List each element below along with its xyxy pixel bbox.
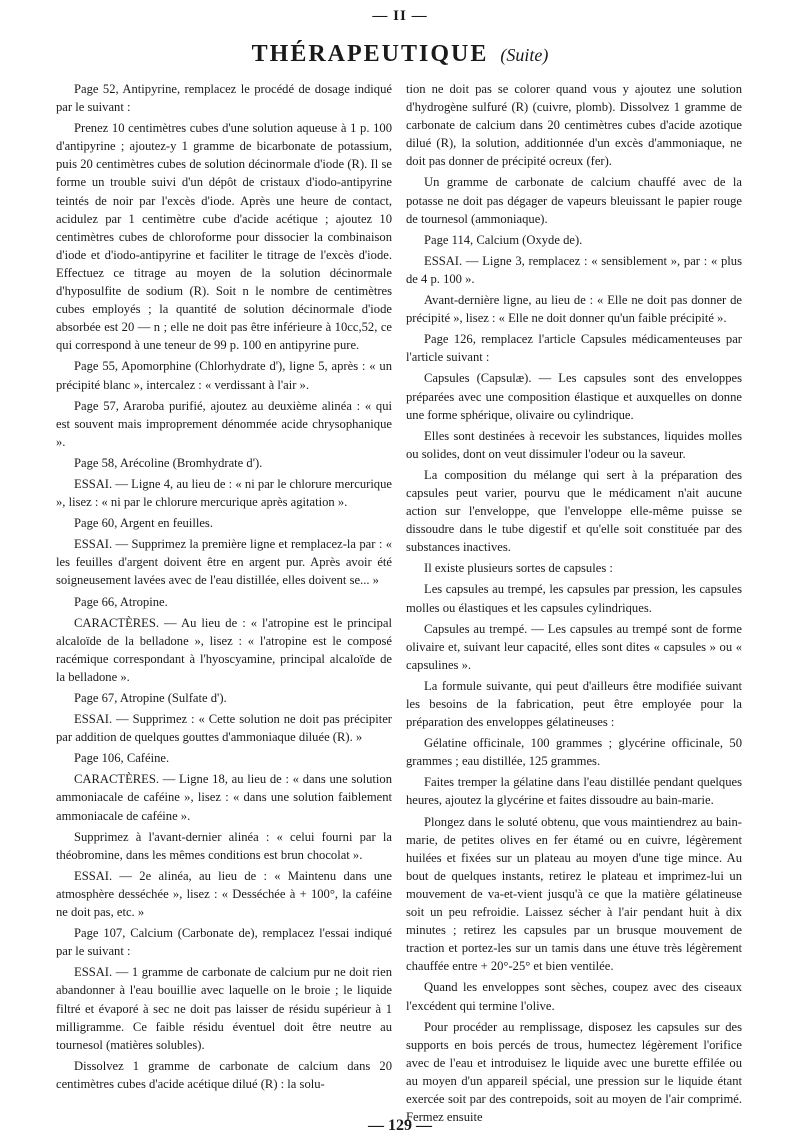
section-title: THÉRAPEUTIQUE	[251, 41, 489, 67]
section-suite: (Suite)	[500, 45, 549, 65]
paragraph: Dissolvez 1 gramme de carbonate de calcium dans 20 centimètres cubes d'acide acétique dilué (R) : la solu-	[56, 1058, 392, 1091]
page-number: — 129 —	[368, 1117, 432, 1134]
paragraph: La formule suivante, qui peut d'ailleurs être modifiée suivant les besoins de la fabrication, peut être employée pour la préparation des enveloppes gélatineuses :	[406, 678, 742, 730]
paragraph: Gélatine officinale, 100 grammes ; glycérine officinale, 50 grammes ; eau distillée, 125 grammes.	[406, 736, 742, 769]
paragraph: La composition du mélange qui sert à la préparation des capsules peut varier, pourvu que le médicament n'ait aucune action sur l'enveloppe, que l'enveloppe elle-même puisse se dissoudre dans le tube digestif et qu'elle soit constituée par des substances inactives.	[406, 467, 742, 555]
paragraph: Supprimez à l'avant-dernier alinéa : « celui fourni par la théobromine, dans les mêmes conditions est brun chocolat ».	[56, 829, 392, 862]
left-column	[56, 80, 392, 1096]
paragraph: ESSAI. — Ligne 4, au lieu de : « ni par le chlorure mercurique », lisez : « ni par le chlorure mercurique après agitation ».	[56, 476, 392, 510]
paragraph: Page 58, Arécoline (Bromhydrate d').	[74, 455, 263, 470]
paragraph: Page 114, Calcium (Oxyde de).	[424, 232, 583, 247]
paragraph: Page 57, Araroba purifié, ajoutez au deuxième alinéa : « qui est souvent mais improprement dénommée acide chrysophanique ».	[56, 398, 392, 449]
paragraph: Page 107, Calcium (Carbonate de), remplacez l'essai indiqué par le suivant :	[56, 926, 392, 959]
paragraph: Elles sont destinées à recevoir les substances, liquides molles ou solides, dont on veut dissimuler l'odeur ou la saveur.	[406, 428, 742, 461]
paragraph: ESSAI. — Ligne 3, remplacez : « sensiblement », par : « plus de 4 p. 100 ».	[406, 253, 742, 286]
paragraph: tion ne doit pas se colorer quand vous y ajoutez une solution d'hydrogène sulfuré (R) (cuivre, plomb). Dissolvez 1 gramme de carbonate de calcium dans 20 centimètres cubes d'acide azotique dilué (R), la solution, additionnée d'un excès d'ammoniaque, ne doit pas donner de précipité ocreux (fer).	[406, 82, 742, 169]
paragraph: Page 55, Apomorphine (Chlorhydrate d'), ligne 5, après : « un précipité blanc », intercalez : « verdissant à l'air ».	[56, 359, 392, 392]
paragraph: Quand les enveloppes sont sèches, coupez avec des ciseaux l'excédent qui termine l'olive.	[406, 980, 742, 1013]
paragraph: Plongez dans le soluté obtenu, que vous maintiendrez au bain-marie, de petites olives en fer étamé ou en cuivre, légèrement huilées et fixées sur un plateau au moyen d'une tige mince. Au bout de quelques instants, retirez le plateau et imprimez-lui un mouvement de va-et-vient jusqu'à ce que la matière gélatineuse soit un peu refroidie. Laissez sécher à l'air pendant huit à dix minutes ; retirez les capsules par un brusque mouvement de traction et portez-les sur un tamis dans une étuve très légèrement chauffée entre + 20°-25° et bien ventilée.	[406, 814, 742, 974]
paragraph: Page 66, Atropine.	[74, 594, 168, 609]
paragraph: Page 52, Antipyrine, remplacez le procédé de dosage indiqué par le suivant :	[56, 82, 392, 115]
paragraph: Il existe plusieurs sortes de capsules :	[424, 561, 613, 576]
paragraph: CARACTÈRES. — Au lieu de : « l'atropine est le principal alcaloïde de la belladone », lisez : « l'atropine est le composé racémique correspondant à l'hyoscyamine, principal alcaloïde de la belladone ».	[56, 615, 392, 684]
paragraph: Les capsules au trempé, les capsules par pression, les capsules molles ou élastiques et les capsules cylindriques.	[406, 582, 742, 615]
paragraph: Faites tremper la gélatine dans l'eau distillée pendant quelques heures, ajoutez la glycérine et faites dissoudre au bain-marie.	[406, 775, 742, 808]
paragraph: Page 60, Argent en feuilles.	[74, 516, 213, 531]
paragraph: Pour procéder au remplissage, disposez les capsules sur des supports en bois percés de trous, humectez légèrement l'orifice avec de l'eau et introduisez le liquide avec une burette effilée ou au moyen d'un appareil spécial, une pression sur le liquide étant exercée soit par des contrepoids, soit au moyen de l'air comprimé. Fermez ensuite	[406, 1019, 742, 1125]
paragraph: CARACTÈRES. — Ligne 18, au lieu de : « dans une solution ammoniacale de caféine », lisez : « dans une solution faiblement ammoniacale de caféine ».	[56, 772, 392, 823]
paragraph: ESSAI. — Supprimez la première ligne et remplacez-la par : « les feuilles d'argent doivent être en argent pur. Après avoir été soigneusement lavées avec de l'eau distillée, elles doivent se... »	[56, 537, 392, 588]
paragraph: Capsules (Capsulæ). — Les capsules sont des enveloppes préparées avec une composition élastique et auxquelles on donne une forme sphérique, olivaire ou cylindrique.	[406, 371, 742, 422]
paragraph: Page 67, Atropine (Sulfate d').	[74, 691, 227, 705]
paragraph: Avant-dernière ligne, au lieu de : « Elle ne doit pas donner de précipité », lisez : « Elle ne doit donner qu'un faible précipité ».	[406, 293, 742, 326]
paragraph: ESSAI. — 2e alinéa, au lieu de : « Maintenu dans une atmosphère desséchée », lisez : « Desséchée à + 100°, la caféine ne doit pas, etc. »	[56, 868, 392, 920]
paragraph: Prenez 10 centimètres cubes d'une solution aqueuse à 1 p. 100 d'antipyrine ; ajoutez-y 1 gramme de bicarbonate de potassium, puis 20 centimètres cubes de solution décinormale d'iode (R). Il se forme un trouble suivi d'un dépôt de cristaux d'iodo-antipyrine teintés de noir par l'excès d'iode. Après une heure de contact, acidulez par 1 centimètre cube d'acide acétique ; ajoutez 10 centimètres cubes de chloroforme pour dissocier la combinaison d'iode et d'iodo-antipyrine et faciliter le titrage de l'excès d'iode. Effectuez ce titrage au moyen de la solution décinormale d'hyposulfite de sodium (R). Soit n le nombre de centimètres cubes employés ; la quantité de solution décinormale d'iode absorbée est 20 — n ; elle ne doit pas être inférieure à 10cc,52, ce qui correspond à une teneur de 99 p. 100 en antipyrine pure.	[56, 121, 392, 353]
paragraph: Page 106, Caféine.	[74, 751, 170, 766]
paragraph: Un gramme de carbonate de calcium chauffé avec de la potasse ne doit pas dégager de vapeurs bleuissant le papier rouge de tournesol (ammoniaque).	[406, 175, 742, 226]
roman-page-number: — II —	[372, 8, 428, 24]
paragraph: ESSAI. — 1 gramme de carbonate de calcium pur ne doit rien abandonner à l'eau bouillie avec laquelle on le broie ; le liquide filtré et évaporé à sec ne doit pas laisser de résidu supérieur à 1 milligramme. Ce faible résidu éventuel doit être neutre au tournesol (matières solubles).	[56, 965, 392, 1052]
paragraph: Capsules au trempé. — Les capsules au trempé sont de forme olivaire et, suivant leur capacité, elles sont dites « capsules » ou « capsulines ».	[406, 621, 742, 672]
paragraph: Page 126, remplacez l'article Capsules médicamenteuses par l'article suivant :	[406, 332, 742, 365]
paragraph: ESSAI. — Supprimez : « Cette solution ne doit pas précipiter par addition de quelques gouttes d'ammoniaque diluée (R). »	[56, 712, 392, 745]
right-column	[406, 80, 742, 1129]
section-header	[0, 38, 800, 73]
